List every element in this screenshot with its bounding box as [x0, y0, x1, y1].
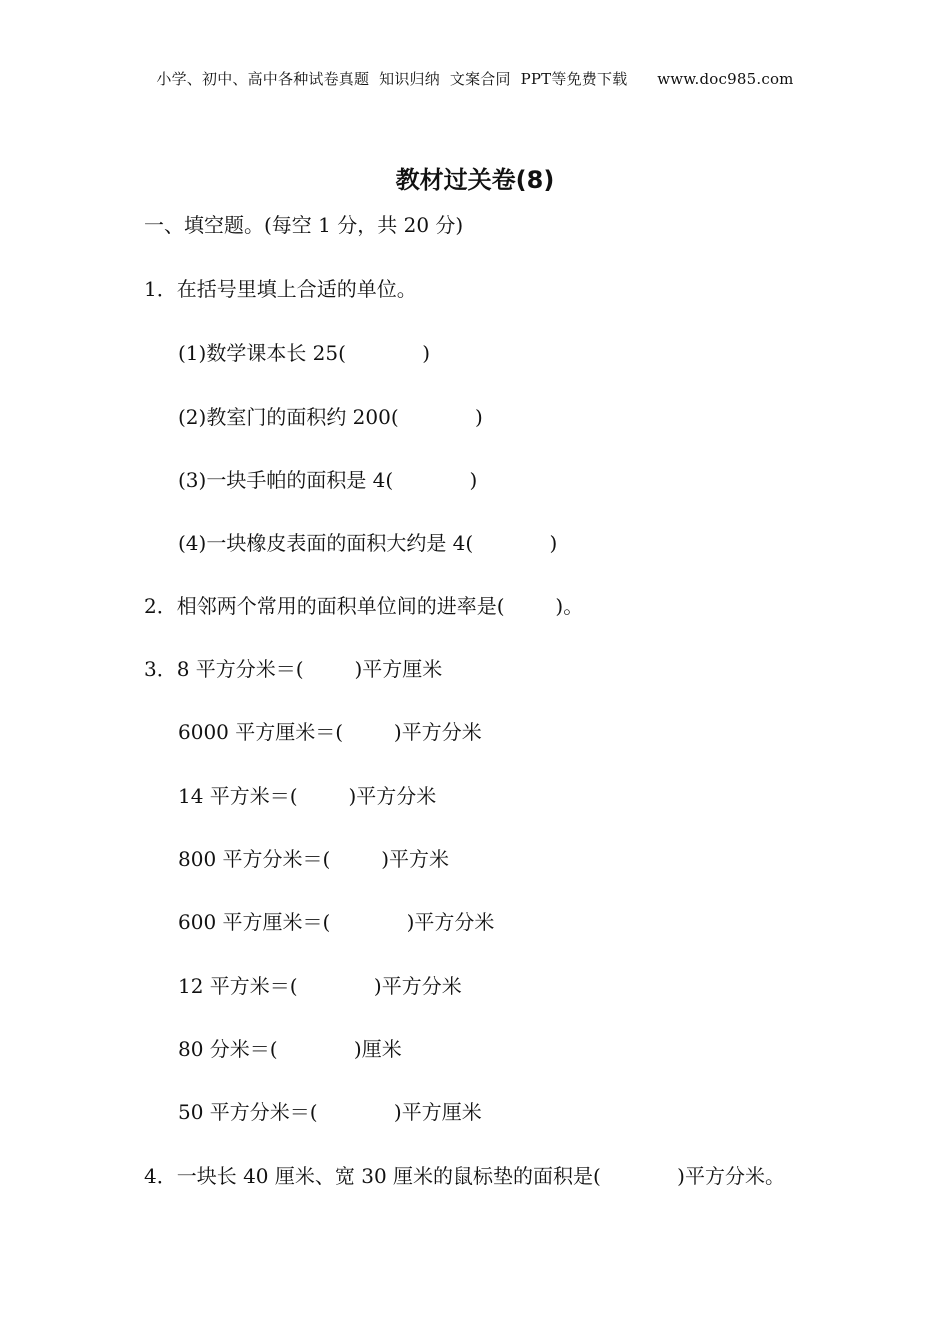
section-heading: 一、填空题。(每空 1 分，共 20 分) — [144, 213, 464, 237]
question-3-item-4: 600 平方厘米＝( )平方分米 — [178, 910, 495, 934]
question-3-item-3: 800 平方分米＝( )平方米 — [178, 847, 449, 871]
question-3-item-2: 14 平方米＝( )平方分米 — [178, 784, 437, 808]
question-3-item-6: 80 分米＝( )厘米 — [178, 1037, 402, 1061]
question-3-item-7: 50 平方分米＝( )平方厘米 — [178, 1100, 482, 1124]
question-3-item-1: 6000 平方厘米＝( )平方分米 — [178, 720, 482, 744]
page-title: 教材过关卷(8) — [395, 166, 555, 194]
question-1-item-1: (1)数学课本长 25( ) — [178, 341, 431, 365]
question-1: 1．在括号里填上合适的单位。 — [144, 277, 417, 301]
question-3-item-5: 12 平方米＝( )平方分米 — [178, 974, 462, 998]
question-1-item-4: (4)一块橡皮表面的面积大约是 4( ) — [178, 531, 558, 555]
question-1-item-3: (3)一块手帕的面积是 4( ) — [178, 468, 478, 492]
question-4: 4．一块长 40 厘米、宽 30 厘米的鼠标垫的面积是( )平方分米。 — [144, 1164, 785, 1188]
question-2: 2．相邻两个常用的面积单位间的进率是( )。 — [144, 594, 584, 618]
question-3: 3．8 平方分米＝( )平方厘米 — [144, 657, 443, 681]
page-header: 小学、初中、高中各种试卷真题 知识归纳 文案合同 PPT等免费下载 www.doc985.com — [156, 70, 794, 88]
question-1-item-2: (2)教室门的面积约 200( ) — [178, 405, 483, 429]
